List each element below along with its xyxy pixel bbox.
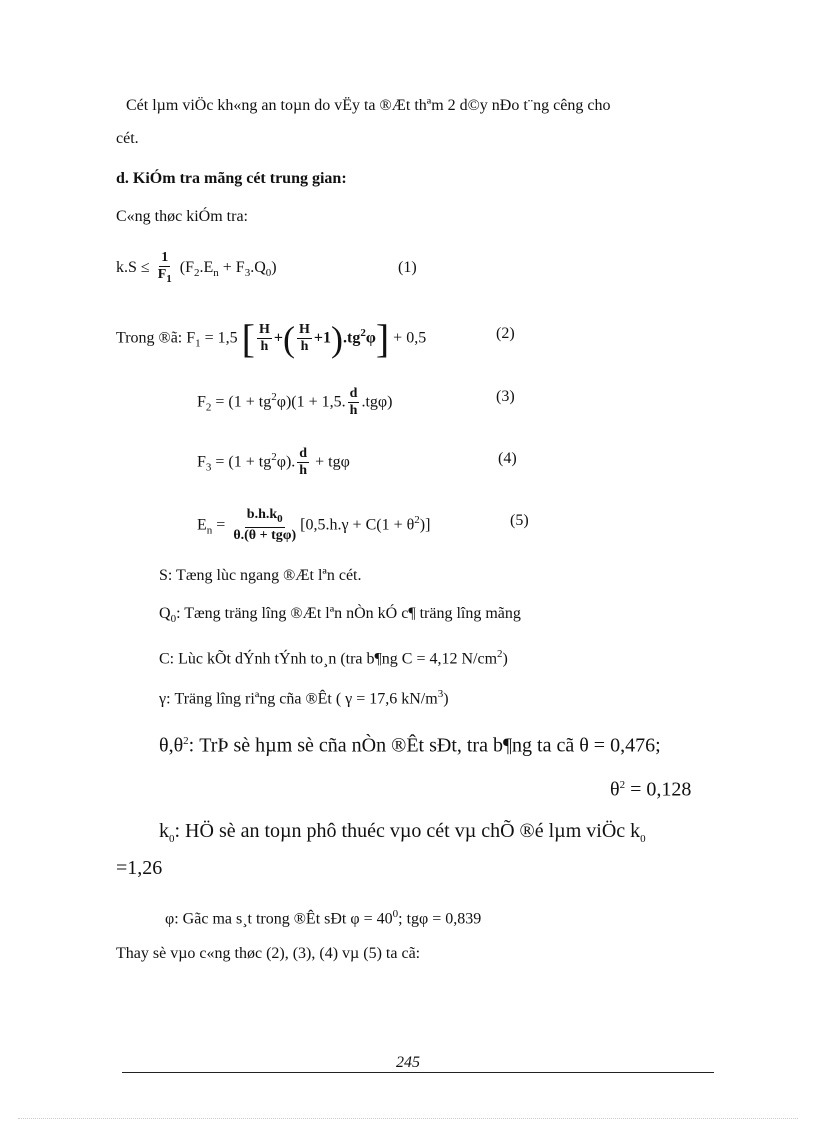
- eq2-phi: φ: [365, 329, 376, 347]
- def-gamma-text: γ: Träng lîng riªng cña ®Êt ( γ = 17,6 kN/m: [159, 690, 438, 708]
- def-phi-sup: 0: [392, 908, 399, 920]
- def-k0-sub2: 0: [640, 833, 646, 845]
- def-c-end: ): [502, 650, 508, 668]
- eq1-sub-2: n: [213, 267, 219, 280]
- eq1-sub-3: 3: [244, 267, 251, 280]
- eq3-sup: 2: [271, 391, 277, 403]
- def-phi-end: ; tgφ = 0,839: [398, 910, 482, 928]
- eq2-frac1-den: h: [260, 339, 269, 355]
- def-k0: [159, 819, 646, 851]
- eq1-rhs-b: .E: [199, 259, 214, 276]
- eq1-rhs-d: .Q: [250, 259, 266, 276]
- eq3-sub: 2: [205, 401, 212, 414]
- equation-1: [116, 248, 277, 293]
- def-theta: [159, 729, 661, 758]
- eq5-num: [245, 507, 285, 528]
- eq3-fraction: [348, 386, 360, 419]
- eq5-sub: n: [206, 524, 213, 537]
- equation-3: [197, 378, 392, 427]
- def-k0-value: =1,26: [116, 857, 163, 879]
- eq2-frac-1: [257, 322, 272, 355]
- eq4-a: = (1 + tg: [211, 453, 272, 471]
- eq1-label: (1): [398, 259, 417, 276]
- eq1-rhs-c: + F: [218, 259, 245, 276]
- eq3-label: (3): [496, 388, 515, 405]
- eq4-sub: 3: [205, 461, 212, 474]
- def-k0-text: : HÖ sè an toµn phô thuéc vµo cét vµ chÕ ®é lµm viÖc k: [174, 820, 641, 842]
- equation-4: [197, 438, 350, 487]
- eq3-num: d: [349, 386, 358, 402]
- def-k0-pre: k: [159, 820, 169, 842]
- eq4-label: (4): [498, 450, 517, 467]
- eq4-num: d: [299, 446, 308, 462]
- paragraph-line-1: Cét lµm viÖc kh«ng an toµn do vËy ta ®Æt thªm 2 d©y nÐo t¨ng cêng cho: [126, 97, 611, 114]
- eq2-label: (2): [496, 325, 515, 342]
- eq5-label: (5): [510, 512, 529, 529]
- eq3-lhs: F: [197, 393, 206, 411]
- eq2-left-paren: (: [283, 318, 296, 359]
- eq4-c: + tgφ: [311, 453, 350, 471]
- eq5-b: )]: [419, 516, 431, 534]
- def-phi-text: φ: Gãc ma s¸t trong ®Êt sÐt φ = 40: [165, 910, 393, 928]
- equation-5: [197, 500, 430, 551]
- eq4-sup: 2: [271, 451, 277, 463]
- footer-rule: [122, 1072, 714, 1073]
- section-heading: d. KiÓm tra mãng cét trung gian:: [116, 170, 347, 187]
- eq4-lhs: F: [197, 453, 206, 471]
- eq4-b: φ).: [276, 453, 296, 471]
- eq2-sub: 1: [195, 337, 201, 350]
- eq2-plus-one: +1: [313, 329, 332, 347]
- eq3-a: = (1 + tg: [211, 393, 272, 411]
- eq3-den: h: [349, 403, 358, 419]
- def-c: [159, 644, 508, 669]
- eq2-prefix: Trong ®ã: F: [116, 329, 196, 347]
- def-theta2: [610, 773, 691, 802]
- eq1-den-base: F: [157, 266, 167, 282]
- def-q-text: : Tæng träng lîng ®Æt lªn nÒn kÓ c¶ träng lîng mãng: [176, 605, 521, 622]
- paragraph-line-2: cét.: [116, 130, 139, 147]
- eq5-num-sub: 0: [277, 513, 283, 526]
- eq4-den: h: [299, 463, 308, 479]
- def-q: [159, 604, 521, 629]
- def-theta-sup: 2: [183, 735, 189, 747]
- eq1-sub-4: 0: [265, 267, 272, 280]
- eq5-sup: 2: [414, 514, 420, 526]
- def-gamma: [159, 684, 449, 709]
- eq4-fraction: [297, 446, 309, 479]
- eq3-c: .tgφ): [361, 393, 393, 411]
- def-gamma-sup: 3: [437, 688, 444, 700]
- eq5-eq: =: [212, 516, 230, 534]
- formula-intro: C«ng thøc kiÓm tra:: [116, 208, 248, 225]
- def-c-sup: 2: [497, 648, 503, 660]
- def-k0-sub: 0: [169, 833, 175, 845]
- eq5-fraction: [231, 507, 298, 544]
- eq2-frac2-num: H: [299, 322, 310, 338]
- def-theta-pre: θ,θ: [159, 734, 184, 757]
- eq5-num-text: b.h.k: [246, 507, 278, 523]
- eq1-den-sub: 1: [166, 272, 172, 285]
- eq3-b: φ)(1 + 1,5.: [276, 393, 346, 411]
- page-number: 245: [396, 1054, 420, 1071]
- eq5-a: [0,5.h.γ + C(1 + θ: [300, 516, 415, 534]
- eq2-mid: = 1,5: [200, 329, 238, 347]
- def-q-sub: 0: [170, 613, 177, 626]
- eq1-sub-1: 2: [193, 267, 200, 280]
- eq1-fraction: [156, 250, 174, 287]
- eq1-lhs: k.S ≤: [116, 259, 150, 276]
- eq1-den: [156, 267, 174, 287]
- def-theta-text: : TrÞ sè hµm sè cña nÒn ®Êt sÐt, tra b¶ng ta cã θ = 0,476;: [188, 734, 661, 757]
- equation-2: [116, 310, 426, 367]
- eq1-rhs-a: (F: [179, 259, 194, 276]
- def-theta2-val: = 0,128: [625, 778, 692, 801]
- def-gamma-end: ): [443, 690, 449, 708]
- eq2-left-bracket: [: [241, 315, 255, 361]
- eq2-tg-sup: 2: [360, 327, 366, 339]
- eq2-plus: +: [273, 329, 284, 347]
- eq1-rhs: [179, 259, 277, 280]
- eq1-num: 1: [161, 249, 169, 265]
- page-edge-dotted-line: [18, 1118, 798, 1119]
- eq2-right-bracket: ]: [375, 315, 390, 361]
- def-q-pre: Q: [159, 605, 171, 622]
- eq2-tg: .tg: [343, 329, 361, 347]
- def-phi: [165, 904, 481, 929]
- def-theta2-sup: 2: [619, 779, 626, 791]
- eq2-frac2-den: h: [300, 339, 309, 355]
- eq2-frac-2: [297, 322, 312, 355]
- def-theta2-pre: θ: [610, 778, 620, 801]
- eq2-right-paren: ): [331, 318, 344, 359]
- eq1-rhs-e: ): [271, 259, 277, 276]
- def-s: S: Tæng lùc ngang ®Æt lªn cét.: [159, 567, 362, 584]
- eq5-lhs: E: [197, 516, 207, 534]
- def-c-text: C: Lùc kÕt dÝnh tÝnh to¸n (tra b¶ng C = 4,12 N/cm: [159, 650, 498, 668]
- eq2-tail: + 0,5: [389, 329, 427, 347]
- closing-line: Thay sè vµo c«ng thøc (2), (3), (4) vµ (5) ta cã:: [116, 945, 421, 962]
- eq2-frac1-num: H: [259, 322, 270, 338]
- eq5-den: θ.(θ + tgφ): [233, 528, 297, 544]
